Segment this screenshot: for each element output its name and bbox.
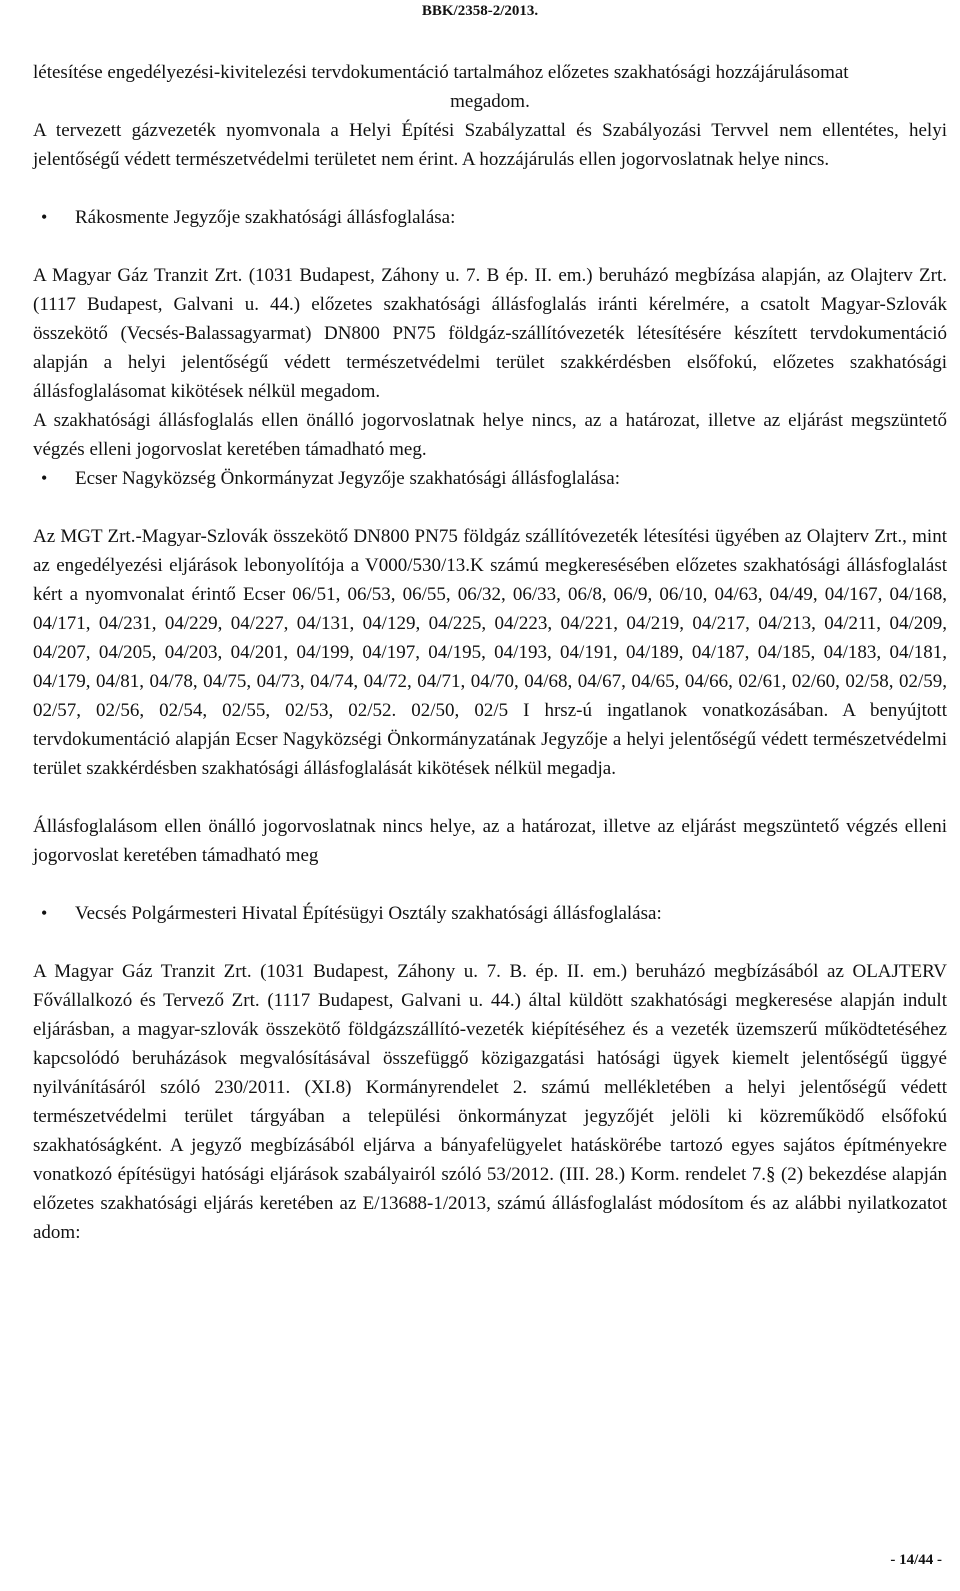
bullet-icon: • <box>41 468 48 488</box>
paragraph-rakosmente-opinion: A Magyar Gáz Tranzit Zrt. (1031 Budapest, Záhony u. 7. B ép. II. em.) beruházó megbízása alapján, az Olajterv Zrt. (1117 Budapest, Galvani u. 44.) előzetes szakhatósági állásfoglalás iránti kérelmére, a csatolt Magyar-Szlovák összekötő (Vecsés-Balassagyarmat) DN800 PN75 földgáz-szállítóvezeték létesítésére készített tervdokumentáció alapján a helyi jelentőségű védett természetvédelmi terület szakkérdésben elsőfokú, előzetes szakhatósági állásfoglalásomat kikötések nélkül megadom. <box>33 265 947 402</box>
paragraph-vecses-opinion: A Magyar Gáz Tranzit Zrt. (1031 Budapest, Záhony u. 7. B. ép. II. em.) beruházó megbízásából az OLAJTERV Fővállalkozó és Tervező Zrt. (1117 Budapest, Galvani u. 44.) által küldött szakhatósági megkeresése alapján indult eljárásban, a magyar-szlovák összekötő földgázszállító-vezeték kiépítéséhez és a vezeték üzemszerű működtetéséhez kapcsolódó beruházások megvalósításával összefüggő közigazgatási hatósági ügyek kiemelt jelentőségű üggyé nyilvánításáról szóló 230/2011. (XI.8) Kormányrendelet 2. számú mellékletében a helyi jelentőségű védett természetvédelmi terület tárgyában a települési önkormányzat jegyzőjét jelöli ki közreműködő elsőfokú szakhatóságként. A jegyző megbízásából eljárva a bányafelügyelet hatáskörébe tartozó egyes sajátos építményekre vonatkozó építésügyi hatósági eljárások szabályairól szóló 53/2012. (III. 28.) Korm. rendelet 7.§ (2) bekezdése alapján előzetes szakhatósági eljárás keretében az E/13688-1/2013, számú állásfoglalást módosítom és az alábbi nyilatkozatot adom: <box>33 961 947 1243</box>
bullet-vecses-label: Vecsés Polgármesteri Hivatal Építésügyi Osztály szakhatósági állásfoglalása: <box>75 903 662 924</box>
bullet-icon: • <box>41 207 48 227</box>
page-number: - 14/44 - <box>890 1552 942 1568</box>
paragraph-permit-end: megadom. <box>450 91 530 112</box>
document-reference: BBK/2358-2/2013. <box>421 3 539 19</box>
document-body <box>33 58 947 1247</box>
paragraph-route-note: A tervezett gázvezeték nyomvonala a Helyi Építési Szabályzattal és Szabályozási Tervvel nem ellentétes, helyi jelentőségű védett természetvédelmi területet nem érint. A hozzájárulás ellen jogorvoslatnak helye nincs. <box>33 120 947 170</box>
bullet-ecser-label: Ecser Nagyközség Önkormányzat Jegyzője szakhatósági állásfoglalása: <box>75 468 620 489</box>
bullet-ecser <box>33 464 947 493</box>
bullet-icon: • <box>41 903 48 923</box>
paragraph-ecser-remedy: Állásfoglalásom ellen önálló jogorvoslatnak nincs helye, az a határozat, illetve az eljárást megszüntető végzés elleni jogorvoslat keretében támadható meg <box>33 816 947 866</box>
bullet-vecses <box>33 899 947 928</box>
bullet-rakosmente <box>33 203 947 232</box>
paragraph-ecser-opinion: Az MGT Zrt.-Magyar-Szlovák összekötő DN800 PN75 földgáz szállítóvezeték létesítési ügyében az Olajterv Zrt., mint az engedélyezési eljárások lebonyolítója a V000/530/13.K számú megkeresésében előzetes szakhatósági állásfoglalást kért a nyomvonalat érintő Ecser 06/51, 06/53, 06/55, 06/32, 06/33, 06/8, 06/9, 06/10, 04/63, 04/49, 04/167, 04/168, 04/171, 04/231, 04/229, 04/227, 04/131, 04/129, 04/225, 04/223, 04/221, 04/219, 04/217, 04/213, 04/211, 04/209, 04/207, 04/205, 04/203, 04/201, 04/199, 04/197, 04/195, 04/193, 04/191, 04/189, 04/187, 04/185, 04/183, 04/181, 04/179, 04/81, 04/78, 04/75, 04/73, 04/74, 04/72, 04/71, 04/70, 04/68, 04/67, 04/65, 04/66, 02/61, 02/60, 02/58, 02/59, 02/57, 02/56, 02/54, 02/55, 02/53, 02/52. 02/50, 02/5 I hrsz-ú ingatlanok vonatkozásában. A benyújtott tervdokumentáció alapján Ecser Nagyközségi Önkormányzatának Jegyzője a helyi jelentőségű védett természetvédelmi terület szakkérdésben szakhatósági állásfoglalását kikötések nélkül megadja. <box>33 526 947 779</box>
paragraph-permit-intro: létesítése engedélyezési-kivitelezési tervdokumentáció tartalmához előzetes szakhatósági hozzájárulásomat <box>33 62 849 83</box>
paragraph-rakosmente-remedy: A szakhatósági állásfoglalás ellen önálló jogorvoslatnak helye nincs, az a határozat, illetve az eljárást megszüntető végzés elleni jogorvoslat keretében támadható meg. <box>33 410 947 460</box>
bullet-rakosmente-label: Rákosmente Jegyzője szakhatósági állásfoglalása: <box>75 207 456 228</box>
